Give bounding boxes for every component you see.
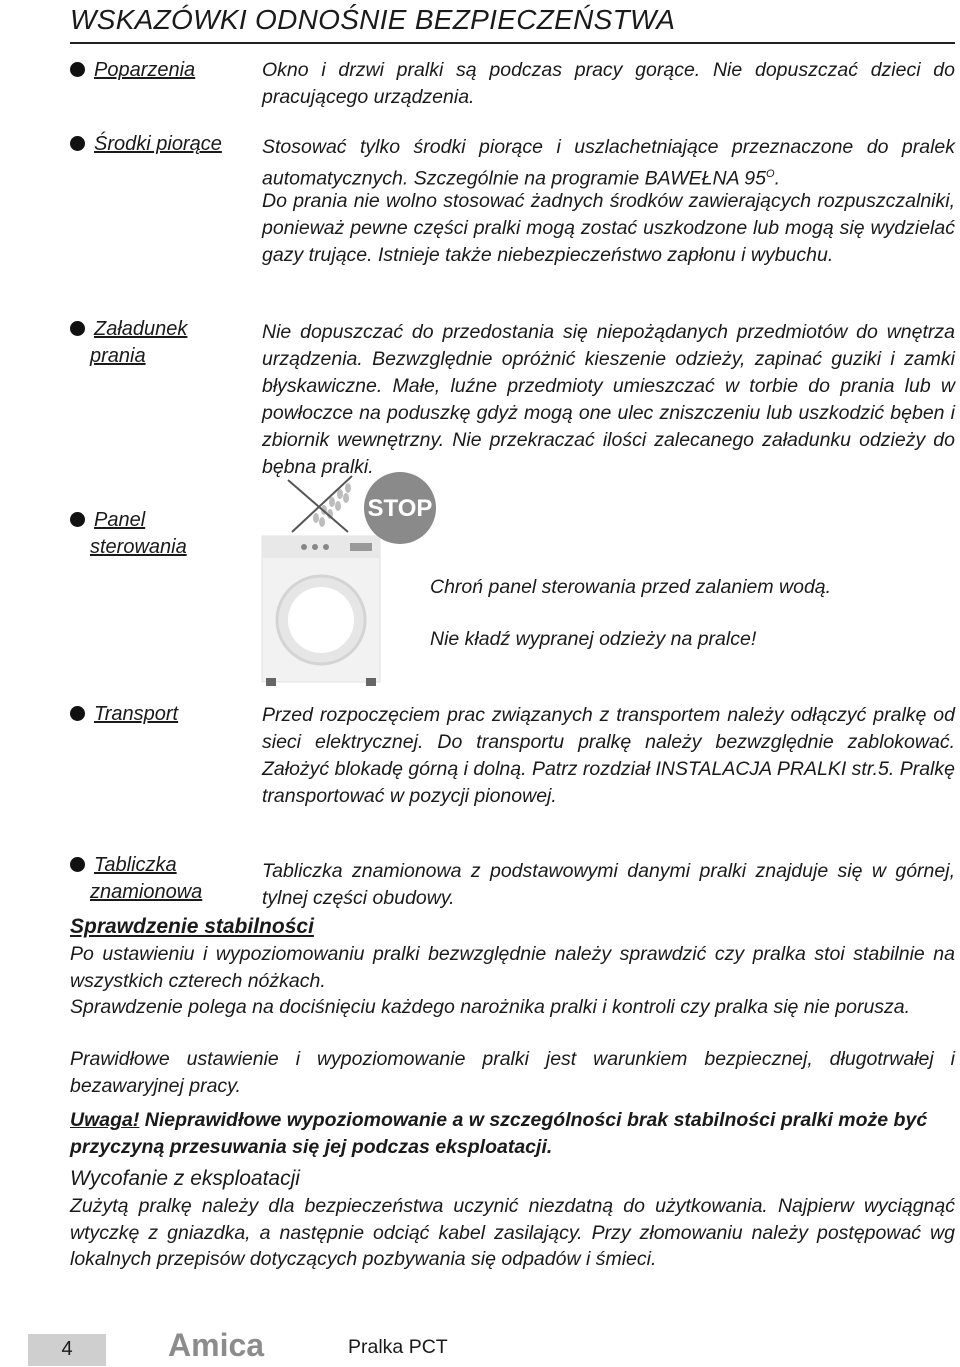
panel-knob-icon	[312, 544, 318, 550]
door-glass	[288, 587, 354, 653]
stop-sign-text: STOP	[367, 495, 433, 522]
page-number: 4	[28, 1334, 106, 1366]
detergents-text-2: Do prania nie wolno stosować żadnych środków zawierających rozpuszczalniki, ponieważ pewne części pralki mogą zostać uszkodzone lub mogą się wydzielać gazy trujące. Istnieje także niebezpieczeństwo zapłonu i wybuchu.	[262, 190, 955, 266]
bullet-icon	[70, 62, 85, 77]
loading-text: Nie dopuszczać do przedostania się niepożądanych przedmiotów do wnętrza urządzenia. Bezwzględnie opróżnić kieszenie odzieży, zapinać guziki i zamki błyskawiczne. Małe, luźne przedmioty umieszczać w torbie do prania lub w powłoczce na poduszkę gdyż mogą one ulec zniszczeniu lub uszkodzić bęben i zbiornik wewnętrzny. Nie przekraczać ilości zalecanego załadunku odzieży do bębna pralki.	[262, 321, 955, 478]
loading-label-line1: Załadunek	[94, 318, 188, 340]
detergents-text-1-body: Stosować tylko środki piorące i uszlachetniające przeznaczone do pralek automatycznych. Szczególnie na programie BAWEŁNA 95	[262, 136, 955, 190]
transport-label	[70, 701, 178, 728]
bullet-icon	[70, 857, 85, 872]
panel-display-icon	[350, 543, 372, 551]
bullet-icon	[70, 136, 85, 151]
washing-machine-illustration	[260, 470, 450, 690]
degree-sup: O	[766, 168, 775, 180]
panel-label-line1: Panel	[94, 509, 146, 531]
panel-text-2: Nie kładź wypranej odzieży na pralce!	[430, 628, 757, 650]
panel-label	[70, 507, 187, 561]
nameplate-label	[70, 852, 202, 906]
detergents-label-text: Środki piorące	[94, 133, 222, 155]
machine-foot	[366, 678, 376, 686]
machine-foot	[266, 678, 276, 686]
stability-heading	[70, 914, 314, 940]
nameplate-label-line1: Tabliczka	[94, 854, 177, 876]
bullet-icon	[70, 512, 85, 527]
panel-text-1: Chroń panel sterowania przed zalaniem wodą.	[430, 576, 832, 598]
stability-heading-text: Sprawdzenie stabilności	[70, 915, 314, 938]
panel-label-line2: sterowania	[90, 536, 187, 558]
transport-text: Przed rozpoczęciem prac związanych z transportem należy odłączyć pralkę od sieci elektrycznej. Do transportu pralkę należy bezwzględnie zablokować. Założyć blokadę górną i dolną. Patrz rozdział INSTALACJA PRALKI str.5. Pralkę transportować w pozycji pionowej.	[262, 704, 955, 807]
detergents-label	[70, 131, 222, 158]
page-title: WSKAZÓWKI ODNOŚNIE BEZPIECZEŃSTWA	[70, 4, 676, 35]
warning-label: Uwaga!	[70, 1109, 140, 1131]
burns-label-text: Poparzenia	[94, 59, 196, 81]
amica-logo-text: Amica	[168, 1327, 265, 1361]
bullet-icon	[70, 706, 85, 721]
loading-label	[70, 316, 187, 370]
bullet-icon	[70, 321, 85, 336]
title-rule	[70, 42, 955, 44]
water-drops-icon	[313, 483, 351, 527]
transport-label-text: Transport	[94, 703, 179, 725]
panel-knob-icon	[323, 544, 329, 550]
detergents-text-1	[262, 134, 955, 193]
decommission-p1: Zużytą pralkę należy dla bezpieczeństwa uczynić niezdatną do użytkowania. Najpierw wyciągnąć wtyczkę z gniazdka, a następnie odciąć kabel zasilający. Przy złomowaniu należy postępować wg lokalnych przepisów dotyczących pozbywania się odpadów i śmieci.	[70, 1195, 955, 1270]
loading-label-line2: prania	[90, 345, 146, 367]
panel-knob-icon	[301, 544, 307, 550]
nameplate-label-line2: znamionowa	[90, 881, 203, 903]
burns-text: Okno i drzwi pralki są podczas pracy gorące. Nie dopuszczać dzieci do pracującego urządzenia.	[262, 59, 955, 108]
warning-text: Nieprawidłowe wypoziomowanie a w szczególności brak stabilności pralki może być przyczyną przesuwania się jej podczas eksploatacji.	[70, 1109, 928, 1158]
detergents-text-1-end: .	[774, 167, 780, 190]
amica-logo	[168, 1327, 270, 1361]
stability-p2: Sprawdzenie polega na dociśnięciu każdego narożnika pralki i kontroli czy pralka się nie porusza.	[70, 996, 911, 1018]
burns-label	[70, 57, 195, 84]
nameplate-text: Tabliczka znamionowa z podstawowymi danymi pralki znajduje się w górnej, tylnej części obudowy.	[262, 860, 955, 909]
stability-warning	[70, 1107, 955, 1161]
product-name: Pralka PCT	[348, 1336, 448, 1358]
stability-p3: Prawidłowe ustawienie i wypoziomowanie pralki jest warunkiem bezpiecznej, długotrwałej i bezawaryjnej pracy.	[70, 1048, 955, 1097]
stability-p1: Po ustawieniu i wypoziomowaniu pralki bezwzględnie należy sprawdzić czy pralka stoi stabilnie na wszystkich czterech nóżkach.	[70, 943, 955, 992]
decommission-heading: Wycofanie z eksploatacji	[70, 1167, 300, 1190]
